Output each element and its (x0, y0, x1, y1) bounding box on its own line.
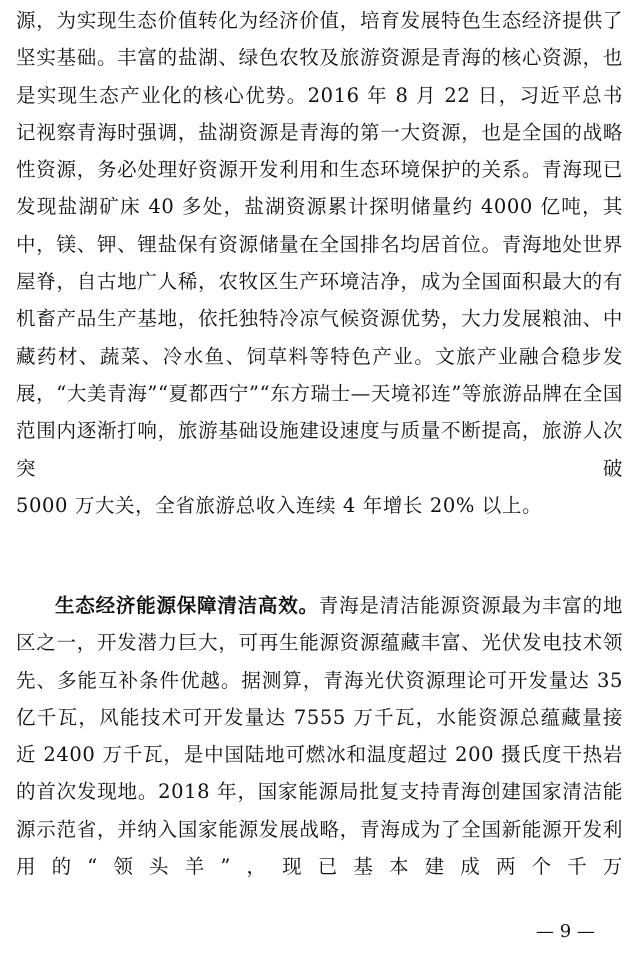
body-paragraph (16, 587, 623, 927)
paragraph-lead-heading: 生态经济能源保障清洁高效。 (55, 594, 319, 617)
body-paragraph (16, 2, 623, 562)
paragraph-last-line: 5000 万大关，全省旅游总收入连续 4 年增长 20% 以上。 (16, 493, 543, 517)
paragraph-text: 源，为实现生态价值转化为经济价值，培育发展特色生态经济提供了坚实基础。丰富的盐湖、绿色农牧及旅游资源是青海的核心资源，也是实现生态产业化的核心优势。2016 年 8 月 22 日，习近平总书记视察青海时强调，盐湖资源是青海的第一大资源，也是全国的战略性资源，务必处理好资源开发利用和生态环境保护的关系。青海现已发现盐湖矿床 40 多处，盐湖资源累计探明储量约 4000 亿吨，其中，镁、钾、锂盐保有资源储量在全国排名均居首位。青海地处世界屋脊，自古地广人稀，农牧区生产环境洁净，成为全国面积最大的有机畜产品生产基地，依托独特冷凉气候资源优势，大力发展粮油、中藏药材、蔬菜、冷水鱼、饲草料等特色产业。文旅产业融合稳步发展，“大美青海”“夏都西宁”“东方瑞士—天境祁连”等旅游品牌在全国范围内逐渐打响，旅游基础设施建设速度与质量不断提高，旅游人次突破 (16, 9, 623, 480)
page-number: — 9 — (536, 921, 595, 942)
paragraph-text: 青海是清洁能源资源最为丰富的地区之一，开发潜力巨大，可再生能源资源蕴藏丰富、光伏发电技术领先、多能互补条件优越。据测算，青海光伏资源理论可开发量达 35 亿千瓦，风能技术可开发量达 7555 万千瓦，水能资源总蕴藏量接近 2400 万千瓦，是中国陆地可燃冰和温度超过 200 摄氏度干热岩的首次发现地。2018 年，国家能源局批复支持青海创建国家清洁能源示范省，并纳入国家能源发展战略，青海成为了全国新能源开发利用的“领头羊”，现已基本建成两个千万 (16, 594, 623, 879)
